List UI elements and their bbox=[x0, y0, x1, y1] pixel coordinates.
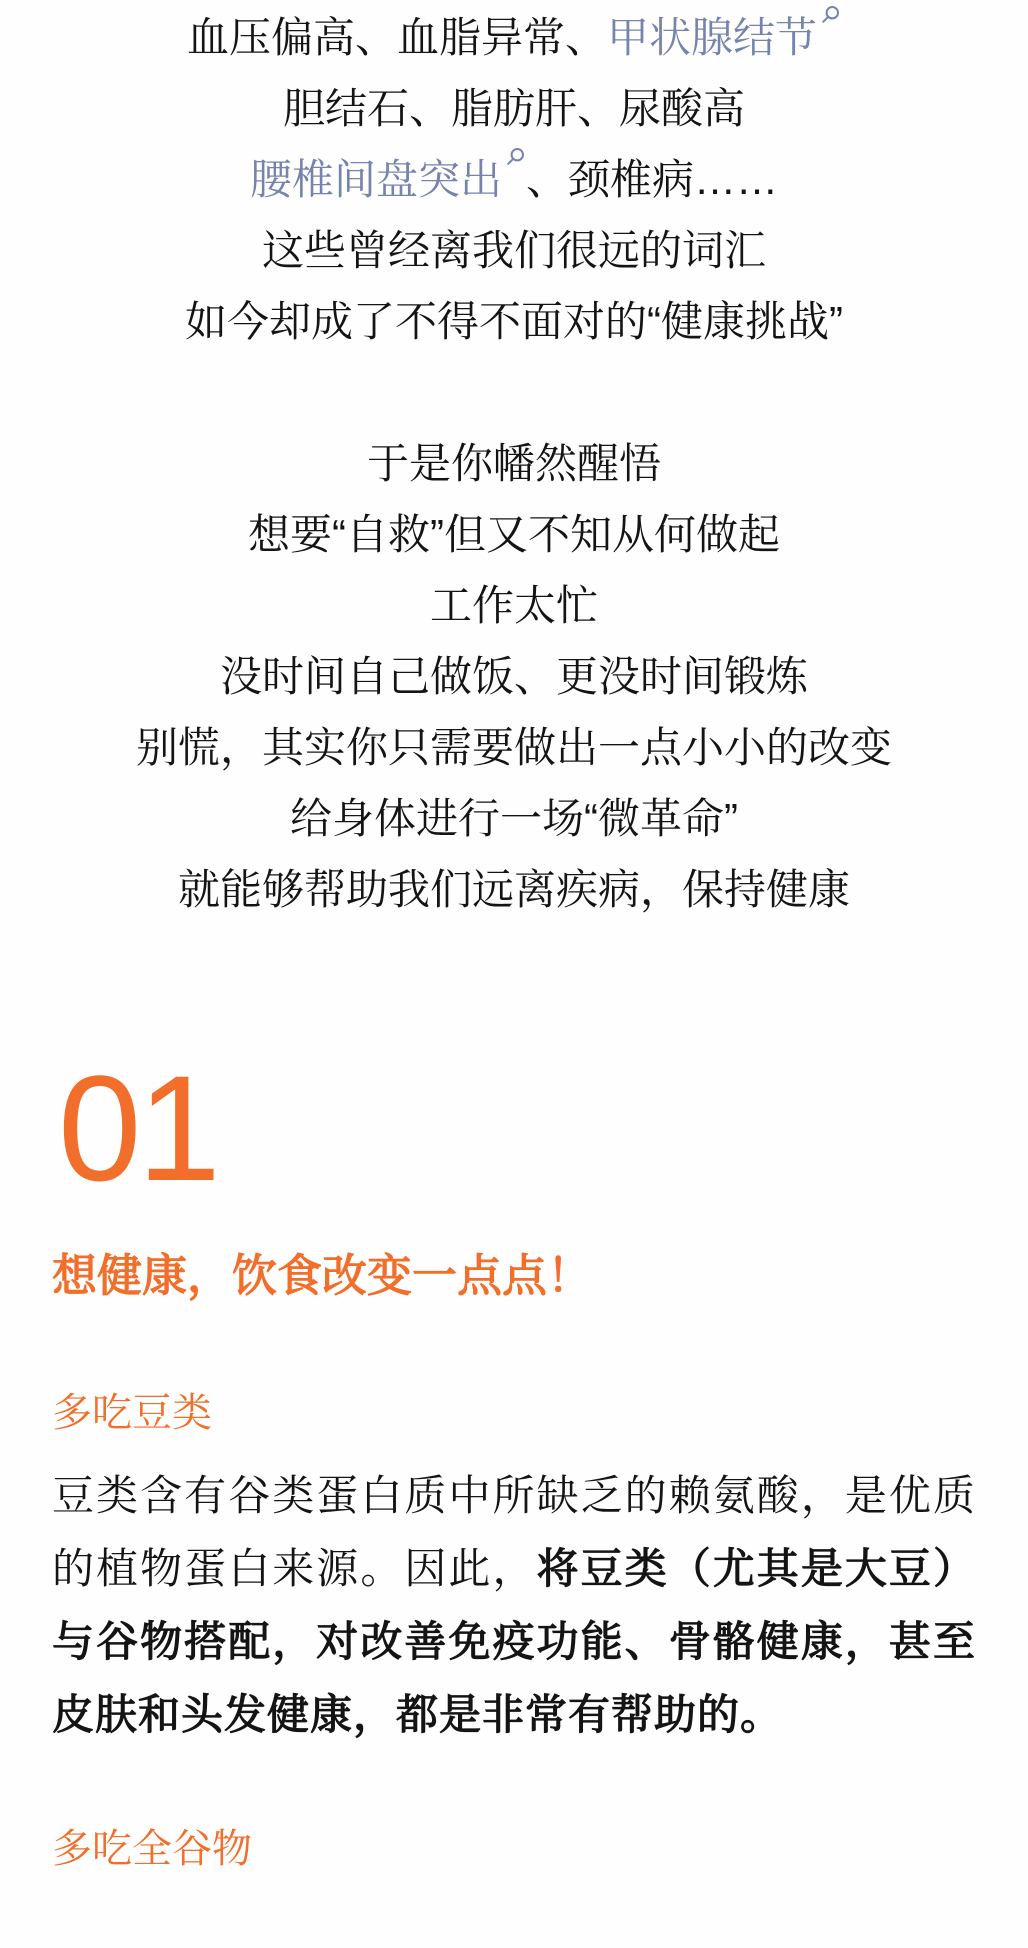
link-thyroid-nodule[interactable] bbox=[607, 14, 841, 61]
search-icon bbox=[504, 146, 526, 168]
subheading-beans: 多吃豆类 bbox=[52, 1391, 212, 1435]
intro-line: 工作太忙 bbox=[429, 582, 598, 629]
intro-text: 血压偏高、血脂异常、 bbox=[186, 14, 607, 61]
intro-line: 没时间自己做饭、更没时间锻炼 bbox=[219, 653, 808, 700]
intro-line: 给身体进行一场“微革命” bbox=[290, 795, 738, 842]
section-01 bbox=[0, 1044, 1028, 1873]
intro-line: 想要“自救”但又不知从何做起 bbox=[248, 511, 780, 558]
section-number: 01 bbox=[58, 1044, 217, 1212]
intro-line: 胆结石、脂肪肝、尿酸高 bbox=[282, 85, 745, 132]
beans-paragraph bbox=[52, 1459, 976, 1751]
section-title: 想健康，饮食改变一点点！ bbox=[52, 1250, 593, 1301]
subheading-whole-grains: 多吃全谷物 bbox=[52, 1827, 252, 1871]
intro-section bbox=[0, 0, 1028, 925]
intro-line: 别慌，其实你只需要做出一点小小的改变 bbox=[135, 724, 892, 771]
paragraph-text-bold: 将豆类（尤其是大豆）与谷物搭配，对改善免疫功能、骨骼健康，甚至皮肤和头发健康，都是非常有帮助的。 bbox=[52, 1545, 976, 1738]
paragraph-text-normal: 豆类含有谷类蛋白质中所缺乏的赖氨酸，是优质的植物蛋白来源。因此， bbox=[52, 1472, 976, 1592]
intro-text: 、颈椎病…… bbox=[526, 156, 779, 203]
link-text: 甲状腺结节 bbox=[607, 14, 818, 61]
blank-line bbox=[0, 357, 1028, 428]
intro-line: 如今却成了不得不面对的“健康挑战” bbox=[185, 298, 843, 345]
intro-line: 这些曾经离我们很远的词汇 bbox=[261, 227, 766, 274]
intro-line: 就能够帮助我们远离疾病，保持健康 bbox=[177, 866, 850, 913]
link-text: 腰椎间盘突出 bbox=[249, 156, 502, 203]
intro-line bbox=[0, 2, 1028, 73]
link-lumbar-disc[interactable] bbox=[250, 156, 526, 203]
intro-line: 于是你幡然醒悟 bbox=[366, 440, 661, 487]
search-icon bbox=[819, 4, 841, 26]
intro-line bbox=[0, 144, 1028, 215]
